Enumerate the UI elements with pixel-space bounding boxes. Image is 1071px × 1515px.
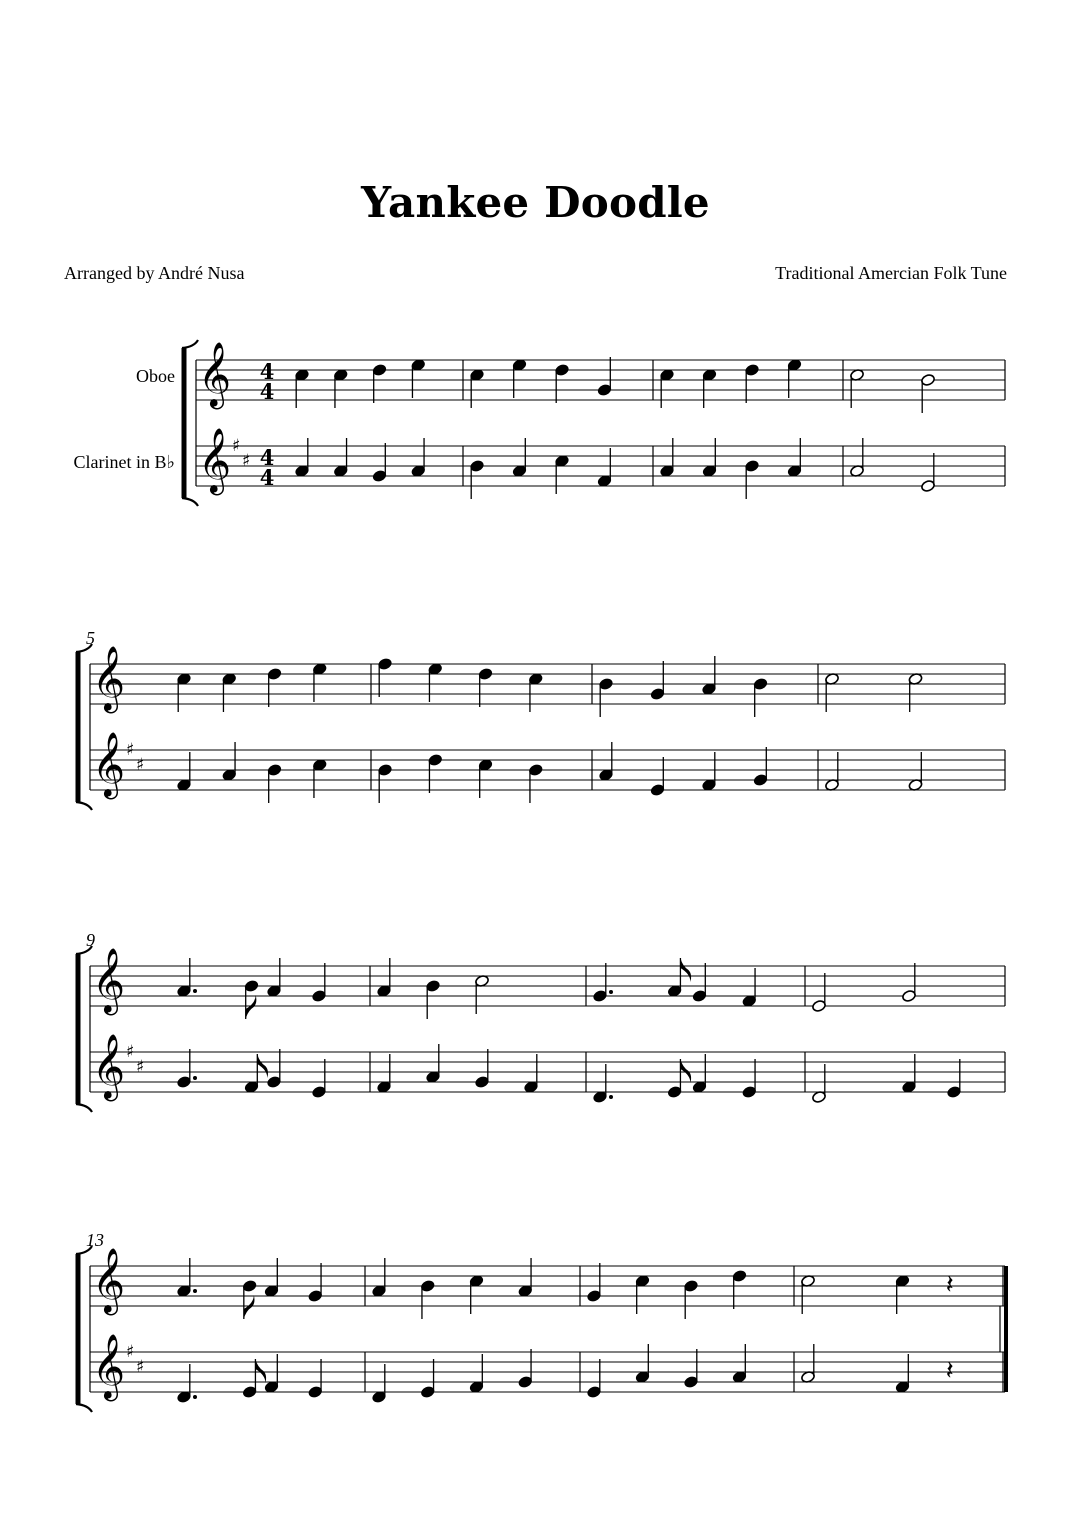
time-signature-numerator: 4 <box>259 445 275 470</box>
dot-icon <box>193 989 197 993</box>
treble-clef-icon: 𝄞 <box>92 1034 126 1099</box>
treble-clef-icon: 𝄞 <box>198 342 232 407</box>
eighth-flag-icon <box>680 958 691 982</box>
eighth-flag-icon <box>246 995 257 1019</box>
treble-clef-icon: 𝄞 <box>92 646 126 711</box>
measure-number: 9 <box>86 930 95 950</box>
treble-clef-icon: 𝄞 <box>92 948 126 1013</box>
time-signature-denominator: 4 <box>259 465 275 490</box>
eighth-flag-icon <box>255 1359 266 1383</box>
sharp-icon: ♯ <box>136 1057 145 1077</box>
sharp-icon: ♯ <box>136 755 145 775</box>
instrument-label-clarinet: Clarinet in B♭ <box>73 452 175 472</box>
treble-clef-icon: 𝄞 <box>198 428 232 493</box>
score-title: Yankee Doodle <box>361 178 710 227</box>
sharp-icon: ♯ <box>232 436 241 456</box>
bracket-top-hook <box>182 340 198 348</box>
bracket-bottom-hook <box>76 1404 92 1412</box>
sharp-icon: ♯ <box>136 1357 145 1377</box>
instrument-label-oboe: Oboe <box>136 366 175 386</box>
treble-clef-icon: 𝄞 <box>92 732 126 797</box>
bracket-bottom-hook <box>76 802 92 810</box>
treble-clef-icon: 𝄞 <box>92 1334 126 1399</box>
eighth-flag-icon <box>680 1059 691 1083</box>
quarter-rest-icon: 𝄽 <box>945 1356 954 1386</box>
treble-clef-icon: 𝄞 <box>92 1248 126 1313</box>
sharp-icon: ♯ <box>242 451 251 471</box>
dot-icon <box>609 1095 613 1099</box>
sharp-icon: ♯ <box>126 740 135 760</box>
measure-number: 13 <box>86 1230 104 1250</box>
sharp-icon: ♯ <box>126 1042 135 1062</box>
eighth-flag-icon <box>257 1054 268 1078</box>
measure-number: 5 <box>86 628 95 648</box>
final-barline-connector <box>1004 1306 1008 1352</box>
time-signature-denominator: 4 <box>259 379 275 404</box>
dot-icon <box>193 1395 197 1399</box>
time-signature-numerator: 4 <box>259 359 275 384</box>
bracket-bottom-hook <box>182 498 198 506</box>
dot-icon <box>193 1076 197 1080</box>
final-barline <box>1004 1266 1008 1306</box>
bracket-bottom-hook <box>76 1104 92 1112</box>
sharp-icon: ♯ <box>126 1342 135 1362</box>
composer-credit: Traditional Amercian Folk Tune <box>775 263 1007 283</box>
quarter-rest-icon: 𝄽 <box>945 1270 954 1300</box>
dot-icon <box>609 990 613 994</box>
final-barline <box>1004 1352 1008 1392</box>
arranger-credit: Arranged by André Nusa <box>64 263 245 283</box>
dot-icon <box>193 1289 197 1293</box>
eighth-flag-icon <box>244 1295 255 1319</box>
